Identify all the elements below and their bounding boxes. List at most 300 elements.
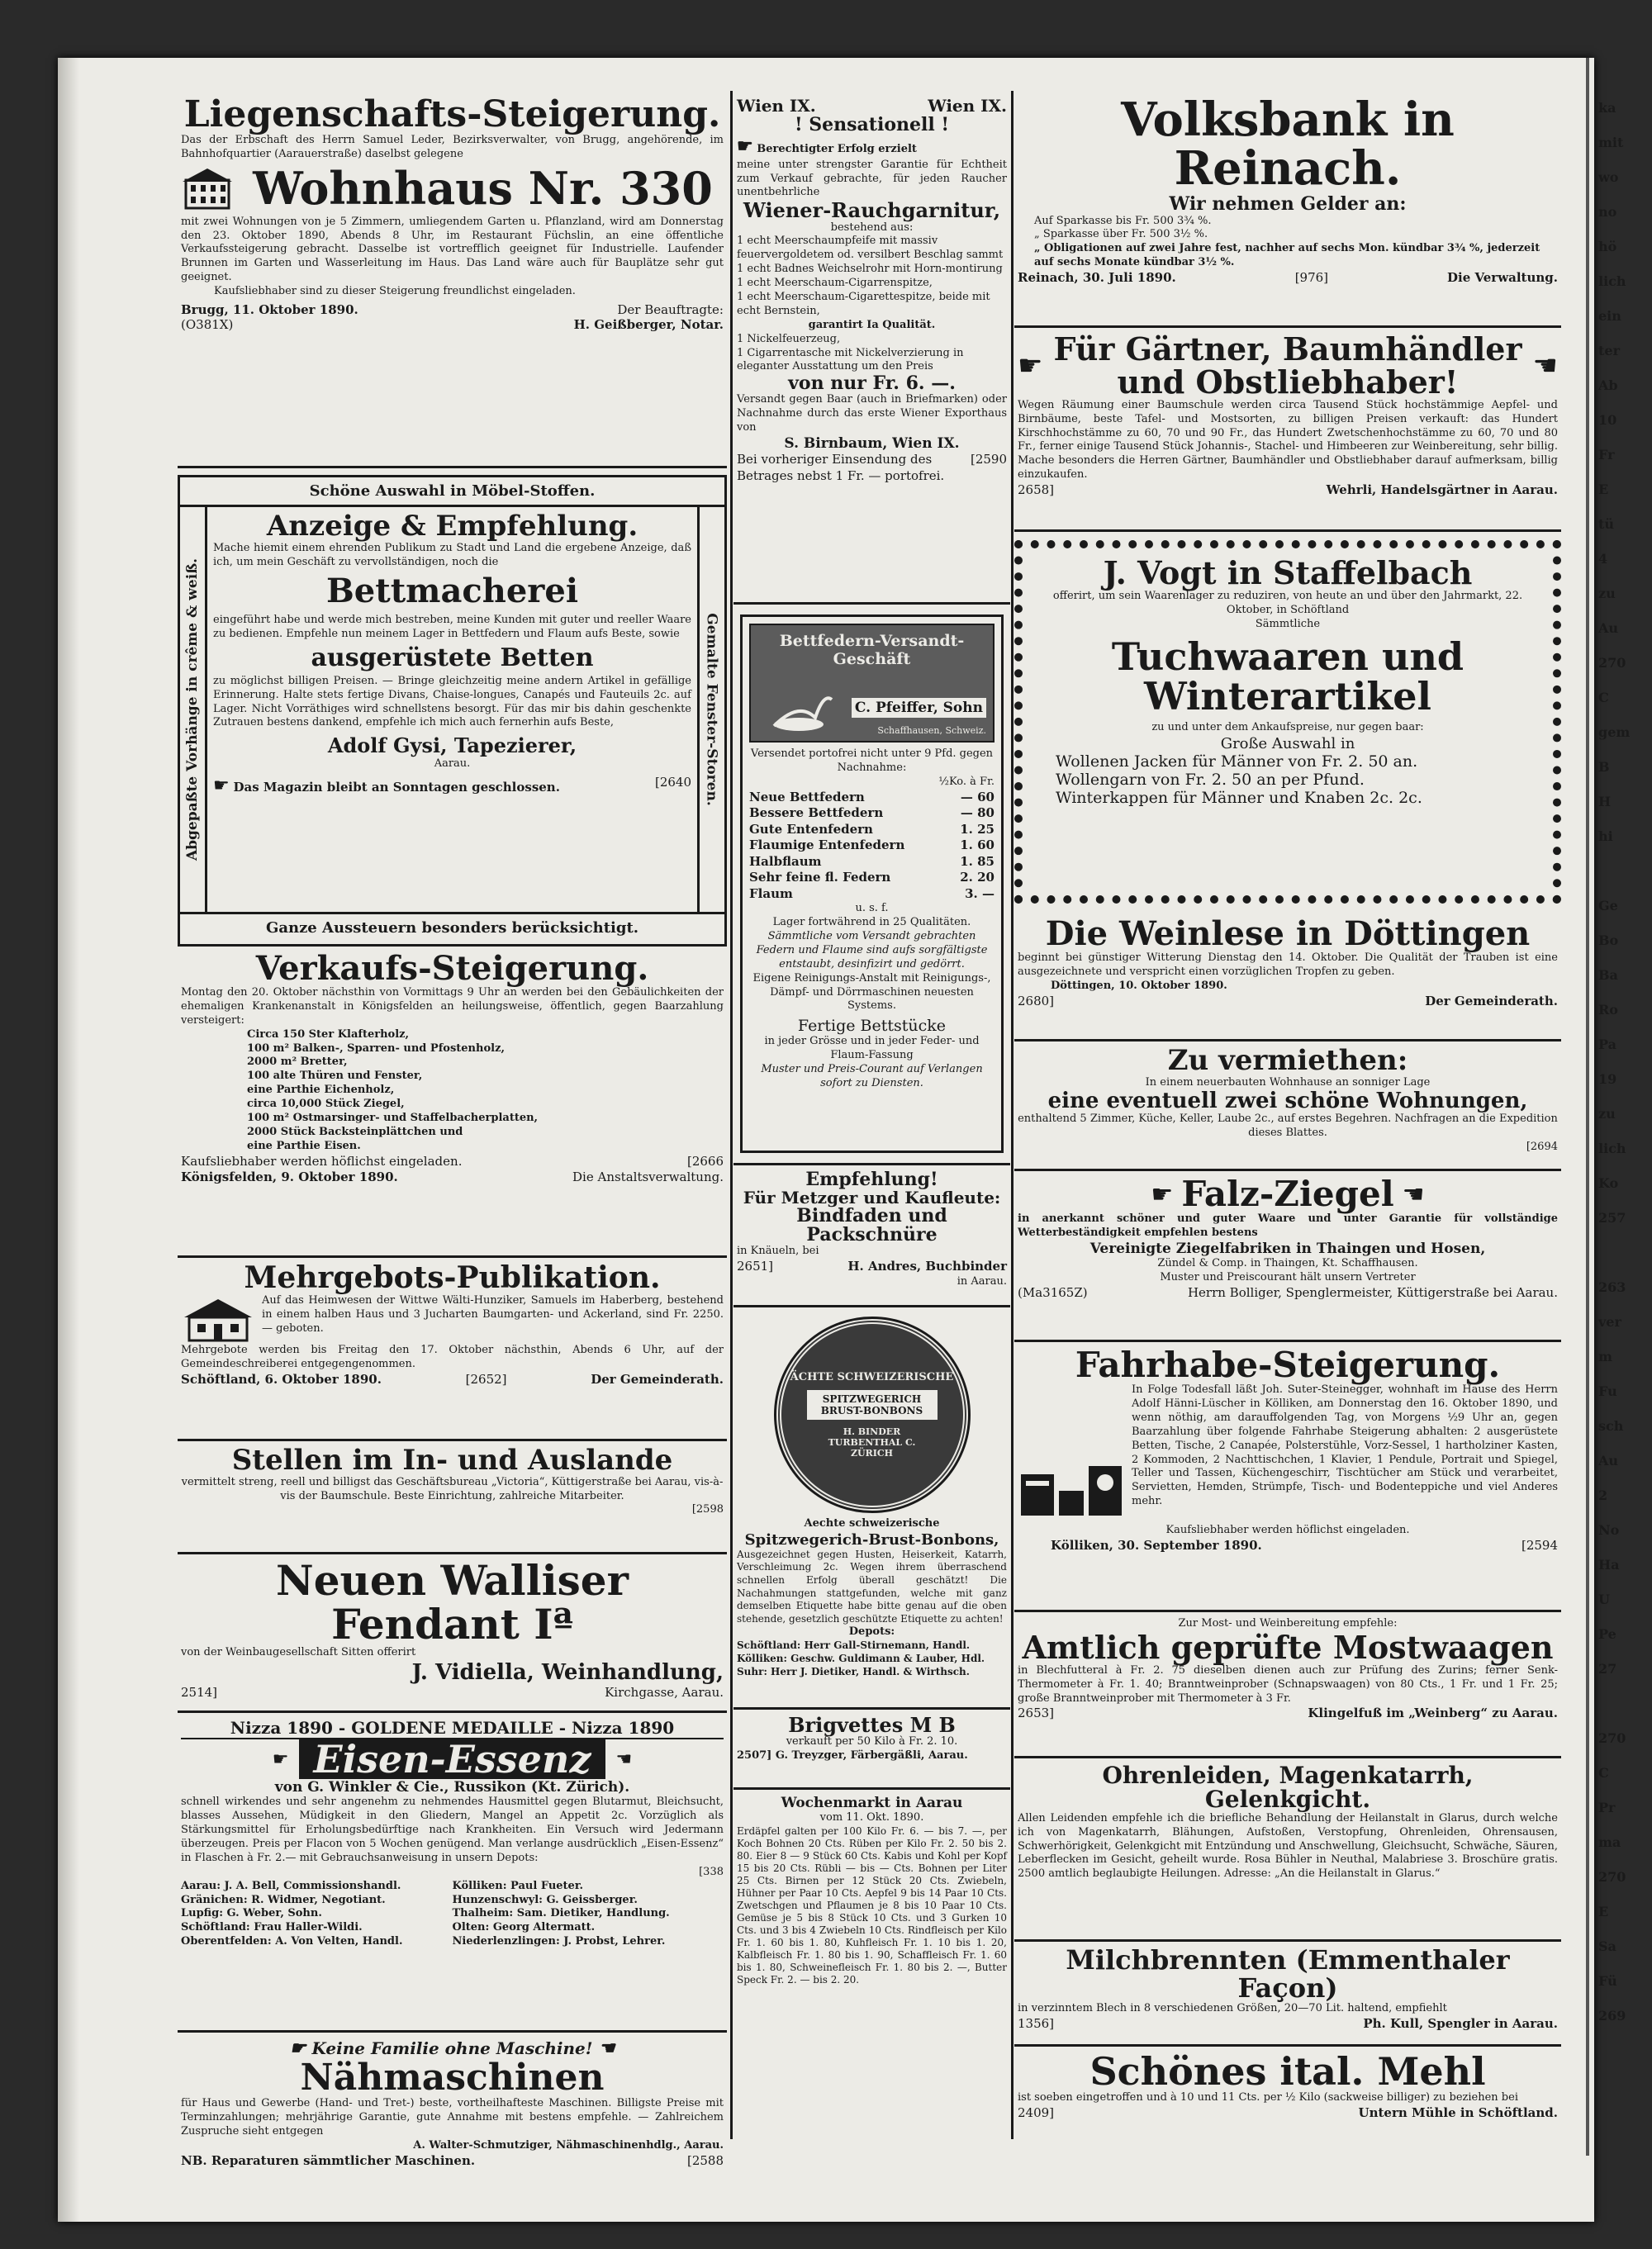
ad-sign-label: Der Beauftragte: [617, 302, 724, 317]
ad-zu-vermiethen [1014, 1041, 1561, 1171]
ad-place: Aarau. [434, 757, 471, 771]
ad-body: verkauft per 50 Kilo à Fr. 2. 10. [786, 1735, 958, 1748]
cutoff-fragment: sch [1598, 1418, 1624, 1434]
ad-code: [2652] [465, 1371, 507, 1387]
ad-code: [2598 [691, 1503, 724, 1516]
ad-body: in verzinntem Blech in 8 verschiedenen Größen, 20—70 Lit. haltend, empfiehlt [1018, 2002, 1447, 2015]
ad-body: für Haus und Gewerbe (Hand- und Tret-) beste, vortheilhafteste Maschinen. Billigste Preise mit Terminzahlungen; mehrjährige Garantie, gute Annahme mit bestens empfehle. — Zahlreichem Zuspruche sieht entgegen [181, 2097, 724, 2137]
pointing-hand-icon: ☛ [737, 135, 753, 158]
item-name: Flaumige Entenfedern [749, 837, 905, 853]
cutoff-fragment: 270 [1598, 655, 1626, 671]
ad-sub: Für Metzger und Kaufleute: [743, 1188, 1001, 1208]
cutoff-fragment: ver [1598, 1314, 1621, 1330]
cutoff-fragment: 257 [1598, 1210, 1626, 1226]
ad-body-2: Mehrgebote werden bis Freitag den 17. Oktober nächsthin, Abends 6 Uhr, auf der Gemeindeschreiberei entgegengenommen. [181, 1343, 724, 1370]
cutoff-fragment: hi [1598, 828, 1613, 844]
ad-sign: Die Anstaltsverwaltung. [572, 1170, 724, 1185]
ad-item: Circa 150 Ster Klafterholz, [247, 1027, 410, 1041]
ad-sub: Sämmtliche [1255, 617, 1321, 630]
ad-code: (O381X) [181, 317, 234, 332]
cutoff-fragment: ka [1598, 100, 1616, 116]
column-3 [1014, 91, 1561, 2166]
ad-gaertner [1014, 328, 1561, 532]
item-price: — 60 [960, 789, 995, 804]
ad-body: in Knäueln, bei [737, 1245, 819, 1258]
ad-sign: Der Gemeinderath. [1425, 993, 1558, 1008]
ad-sign: A. Walter-Schmutziger, Nähmaschinenhdlg., Aarau. [413, 2138, 724, 2152]
ad-code: 2514] [181, 1684, 218, 1700]
cutoff-fragment: ein [1598, 308, 1621, 324]
ad-code: 2409] [1018, 2105, 1055, 2121]
ad-body-2: Kaufsliebhaber werden höflichst eingeladen. [1165, 1524, 1410, 1537]
ad-code: 1356] [1018, 2016, 1055, 2032]
ad-sign: Klingelfuß im „Weinberg“ zu Aarau. [1308, 1706, 1558, 1721]
cutoff-fragment: Au [1598, 1453, 1619, 1468]
ad-line-3: Eigene Reinigungs-Anstalt mit Reinigungs-, Dämpf- und Dörrmaschinen neuesten Systems. [752, 971, 991, 1013]
ad-headline: Wiener-Rauchgarnitur, [743, 198, 1001, 223]
ad-sign: H. Geißberger, Notar. [573, 317, 724, 332]
ad-body: von der Weinbaugesellschaft Sitten offerirt [181, 1646, 416, 1658]
ad-usf: u. s. f. [855, 902, 889, 915]
ad-item: 2000 Stück Backsteinplättchen und [247, 1125, 463, 1138]
ad-sign: Adolf Gysi, Tapezierer, [327, 733, 577, 758]
ad-code: 2653] [1018, 1706, 1055, 1721]
cutoff-fragment: ter [1598, 343, 1620, 358]
cutoff-fragment: gem [1598, 724, 1631, 740]
item-name: Gute Entenfedern [749, 821, 873, 837]
ad-item: 1 Nickelfeuerzeug, [737, 332, 841, 345]
ad-title: Falz-Ziegel [1181, 1174, 1394, 1214]
cutoff-fragment: zu [1598, 586, 1616, 601]
item-name: Neue Bettfedern [749, 789, 865, 804]
rate-item: „ Obligationen auf zwei Jahre fest, nachher auf sechs Mon. kündbar 3¾ %, jederzeit auf sechs Monate kündbar 3½ %. [1034, 242, 1540, 269]
farmhouse-icon [181, 1294, 255, 1344]
ad-item: 1 echt Meerschaum-Cigarettespitze, beide mit echt Bernstein, [737, 291, 990, 317]
ad-code: [2590 [970, 452, 1007, 467]
ad-date: Schöftland, 6. Oktober 1890. [181, 1371, 382, 1387]
ad-banner: Nizza 1890 - GOLDENE MEDAILLE - Nizza 1890 [181, 1718, 724, 1739]
ad-body: eingeführt habe und werde mich bestreben, meine Kunden mit guter und reeller Waare zu bedienen. Empfehle nun meinem Lager in Bettfedern und Flaum aufs Beste, sowie [213, 614, 691, 641]
ad-note: NB. Reparaturen sämmtlicher Maschinen. [181, 2152, 476, 2168]
depot: Aarau: J. A. Bell, Commissionshandl. [181, 1879, 401, 1892]
ad-sub: Zur Most- und Weinbereitung empfehle: [1178, 1617, 1398, 1630]
ad-eisen-essenz [178, 1713, 727, 2033]
ad-body: vermittelt streng, reell und billigst das Geschäftsbureau „Victoria“, Küttigerstraße bei Aarau, vis-à-vis der Baumschule. Beste Einrichtung, zahlreiche Mitarbeiter. [181, 1475, 724, 1502]
ad-body: Wegen Räumung einer Baumschule werden circa Tausend Stück hochstämmige Aepfel- und Birnbäume, beste Tafel- und Mostsorten, zu billigen Preisen verkauft: das Hundert Kirschhochstämme zu 60, 70 und 90 Fr., das Hundert Zwetschenhochstämme zu 60, 70 und 80 Fr., ferner einige Tausend Stück Johannis-, Stachel- und Himbeeren zur Weinbereitung, sehr billig. Mache besonders die Herren Gärtner, Baumhändler und Obstliebhaber darauf aufmerksam, billig einzukaufen. [1018, 398, 1558, 482]
ad-ital-mehl [1014, 2047, 1561, 2166]
ad-liegenschafts-steigerung [178, 91, 727, 468]
ad-title: Empfehlung! [805, 1169, 938, 1190]
ad-title: Wochenmarkt in Aarau [781, 1795, 963, 1811]
item-price: 1. 85 [960, 853, 995, 869]
ad-place: Kirchgasse, Aarau. [605, 1684, 724, 1700]
ad-body-3: Herrn Bolliger, Spenglermeister, Küttigerstraße bei Aarau. [1187, 1284, 1558, 1300]
ad-intro: Montag den 20. Oktober nächsthin von Vormittags 9 Uhr an werden bei den Gebäulichkeiten der ehemaligen Krankenanstalt in Königsfelden an heilungsweise, öffentlich, gegen Baarzahlung versteigert: [181, 986, 724, 1027]
depot: Lupfig: G. Weber, Sohn. [181, 1907, 322, 1920]
pointing-hand-icon: ☚ [1532, 349, 1558, 382]
offer-item: Winterkappen für Männer und Knaben 2c. 2c. [1056, 789, 1422, 808]
ad-headline-2: ausgerüstete Betten [311, 643, 594, 673]
cutoff-fragment: Pa [1598, 1037, 1616, 1052]
cutoff-fragment: Ab [1598, 377, 1618, 393]
ad-title: Fahrhabe-Steigerung. [1075, 1345, 1501, 1385]
cutoff-fragment: Ge [1598, 898, 1618, 913]
column-rule [730, 91, 733, 2139]
ad-place: in Aarau. [957, 1274, 1007, 1288]
ad-intro: Das der Erbschaft des Herrn Samuel Leder, Bezirksverwalter, von Brugg, angehörende, im Bahnhofquartier (Aarauerstraße) daselbst gelegene [181, 134, 724, 161]
ad-body-3: Bei vorheriger Einsendung des Betrages nebst 1 Fr. — portofrei. [737, 452, 945, 483]
depot: Oberentfelden: A. Von Velten, Handl. [181, 1935, 403, 1948]
ad-depots: Schöftland: Herr Gall-Stirnemann, Handl. Kölliken: Geschw. Guldimann & Lauber, Hdl. Suhr: Herr J. Dietiker, Handl. & Wirthsch. [737, 1639, 985, 1677]
cutoff-fragment: B [1598, 759, 1610, 775]
ad-title: Verkaufs-Steigerung. [255, 949, 649, 988]
pointing-hand-icon: ☚ [598, 2038, 615, 2059]
ad-volksbank [1014, 91, 1561, 328]
ad-headline: Wohnhaus Nr. 330 [253, 161, 713, 215]
ad-milchbrennten [1014, 1942, 1561, 2047]
column-1 [178, 91, 727, 2218]
cutoff-fragment: Bo [1598, 932, 1619, 948]
pointing-hand-icon: ☛ [289, 2038, 306, 2059]
ad-sign: 2507] G. Treyzger, Färbergäßli, Aarau. [737, 1749, 968, 1763]
ad-bindfaden [733, 1163, 1010, 1307]
ad-item: 100 m² Balken-, Sparren- und Pfostenholz, [247, 1041, 505, 1055]
ad-title: Zu vermiethen: [1167, 1044, 1408, 1077]
ad-sign-2: Zündel & Comp. in Thaingen, Kt. Schaffhausen. [1157, 1256, 1418, 1269]
item-price: — 80 [960, 805, 995, 821]
rate-item: „ Sparkasse über Fr. 500 3½ %. [1034, 228, 1208, 241]
house-icon [181, 167, 234, 210]
ad-depots-title: Depots: [848, 1625, 895, 1639]
ad-spitzwegerich [733, 1307, 1010, 1710]
cutoff-fragment: E [1598, 1904, 1609, 1919]
rate-item: Auf Sparkasse bis Fr. 500 3¾ %. [1034, 214, 1212, 227]
cutoff-fragment: 4 [1598, 551, 1608, 567]
seal-top: ÄCHTE SCHWEIZERISCHE [790, 1371, 954, 1383]
ad-title: Nähmaschinen [300, 2057, 605, 2099]
ad-code: 2658] [1018, 482, 1055, 498]
cutoff-fragment: C [1598, 1765, 1609, 1781]
ad-bottom-band: Ganze Aussteuern besonders berücksichtigt. [180, 912, 724, 942]
depot: Olten: Georg Altermatt. [452, 1921, 596, 1934]
ad-body: in anerkannt schöner und guter Waare und unter Garantie für vollständige Wetterbeständigkeit empfehlen bestens [1018, 1212, 1558, 1239]
ad-body: Erdäpfel galten per 100 Kilo Fr. 6. — bis 7. —, per Koch Bohnen 20 Cts. Rüben per Kilo Fr. 2. 50 bis 2. 80. Eier 8 — 9 Stück 60 Cts. Kabis und Kohl per Kopf 15 bis 20 Cts. Rübli — bis — Cts. Bohnen per Liter 25 Cts. Birnen per 12 Stück 20 Cts. Zwiebeln, Hühner per Paar 10 Cts. Aepfel 9 bis 14 Paar 10 Cts. Zwetschgen und Pflaumen je 8 bis 10 Paar 10 Cts. Gemüse je 5 bis 8 Stück 10 Cts. und 3 Gurken 10 Cts. und 3 bis 4 Zwiebeln 10 Cts. Rindfleisch per Kilo Fr. 1. 60 bis 1. 80, Kuhfleisch Fr. 1. 10 bis 1. 20, Kalbfleisch Fr. 1. 80 bis 1. 90, Schaffleisch Fr. 1. 60 bis 1. 80, Schweinefleisch Fr. 1. 80 bis 2. —, Butter Speck Fr. 2. — bis 2. 20. [737, 1824, 1007, 1986]
ad-vogt-staffelbach [1014, 540, 1561, 904]
cutoff-fragment: m [1598, 1349, 1612, 1364]
cutoff-fragment: no [1598, 204, 1617, 220]
ad-title: Mehrgebots-Publikation. [244, 1260, 661, 1295]
cutoff-fragment: lich [1598, 273, 1626, 289]
ad-code: [2588 [686, 2152, 724, 2168]
depot: Schöftland: Frau Haller-Wildi. [181, 1921, 363, 1934]
ad-weinlese [1014, 912, 1561, 1041]
cutoff-fragment: Ro [1598, 1002, 1618, 1018]
ad-maker: von G. Winkler & Cie., Russikon (Kt. Zürich). [274, 1779, 630, 1796]
item-name: Halbflaum [749, 853, 822, 869]
ad-title: Ohrenleiden, Magenkatarrh, Gelenkgicht. [1102, 1762, 1474, 1814]
ad-body: ist soeben eingetroffen und à 10 und 11 Cts. per ½ Kilo (sackweise billiger) zu beziehen bei [1018, 2091, 1518, 2104]
ad-title: Amtlich geprüfte Mostwaagen [1022, 1628, 1554, 1666]
ad-code: [2666 [686, 1153, 724, 1169]
ad-fahrhabe-steigerung [1014, 1342, 1561, 1612]
ad-body: schnell wirkendes und sehr angenehm zu nehmendes Hausmittel gegen Blutarmut, Bleichsucht, blasses Aussehen, Müdigkeit in den Gliedern, Mangel an Appetit 2c. Vorzüglich als Stärkungsmittel für Erholungsbedürftige nach Krankheiten. Ein Versuch wird Jedermann überzeugen. Preis per Flacon von 5 Wochen genügend. Man verlange ausdrücklich „Eisen-Essenz“ in Flaschen à Fr. 2.— mit Gebrauchsanweisung in unsern Depots: [181, 1796, 724, 1864]
cutoff-fragment: U [1598, 1592, 1610, 1607]
ad-sub: Berechtigter Erfolg erzielt [757, 143, 917, 156]
cutoff-fragment: Pe [1598, 1626, 1616, 1642]
ad-top: ☛ Keine Familie ohne Maschine! ☚ [289, 2038, 615, 2059]
ad-title: Liegenschafts-Steigerung. [183, 93, 721, 135]
ad-body-2: Muster und Preiscourant hält unsern Vertreter [1160, 1270, 1416, 1283]
ad-date: Kölliken, 30. September 1890. [1051, 1537, 1262, 1553]
ad-title: Schönes ital. Mehl [1089, 2049, 1486, 2094]
ad-body: In Folge Todesfall läßt Joh. Suter-Steinegger, wohnhaft im Hause des Herrn Adolf Hänni-Lüscher in Kölliken, am Donnerstag den 16. Oktober 1890, und wenn nöthig, am darauffolgenden Tag, von Morgens ½9 Uhr an, gegen Baarzahlung über folgende Fahrhabe Steigerung abhalten: 2 ausgerüstete Betten, Tische, 2 Canapée, Polsterstühle, Vorz-Sessel, 1 hartholziner Kasten, 2 Kommoden, 2 Nachttischchen, 1 Klavier, 1 Pendule, Portrait und Spiegel, Teller und Tassen, Küchengeschirr, Tischtücher am Stück und verarbeitet, Servietten, Hemden, Strümpfe, Tisch- und Bodenteppiche und viel Anderes mehr. [1132, 1383, 1558, 1508]
ad-side-left: Abgepaßte Vorhänge in crême & weiß. [180, 507, 207, 912]
ad-sub: Wir nehmen Gelder an: [1169, 192, 1407, 215]
cutoff-fragment: 263 [1598, 1279, 1626, 1295]
ad-headline: Bettmacherei [325, 572, 579, 611]
ad-naehmaschinen [178, 2033, 727, 2218]
pointing-hand-icon: ☛ [1018, 349, 1043, 382]
bettfedern-engraving [749, 624, 995, 743]
ad-body: beginnt bei günstiger Witterung Dienstag den 14. Oktober. Die Qualität der Trauben ist eine ausgezeichnete und verspricht einen vorzüglichen Tropfen zu geben. [1018, 951, 1558, 978]
ad-item: eine Parthie Eisen. [247, 1139, 361, 1152]
ad-mostwaagen [1014, 1612, 1561, 1758]
ad-unit: ½Ko. à Fr. [938, 775, 995, 788]
ad-title: Volksbank in Reinach. [1121, 93, 1455, 196]
ad-code: [2694 [1526, 1140, 1558, 1153]
ad-ohrenleiden [1014, 1758, 1561, 1942]
ad-date: Königsfelden, 9. Oktober 1890. [181, 1170, 398, 1185]
cutoff-fragment: lich [1598, 1141, 1626, 1156]
cutoff-fragment: Ba [1598, 967, 1618, 983]
seal-mid: SPITZWEGERICH BRUST-BONBONS [807, 1390, 938, 1420]
cutoff-fragment [1598, 1687, 1652, 1721]
cutoff-fragment: 270 [1598, 1730, 1626, 1746]
ad-code: [2594 [1521, 1537, 1558, 1553]
cutoff-fragment: 270 [1598, 1869, 1626, 1885]
ad-item: 1 echt Meerschaumpfeife mit massiv feuervergoldetem od. versilbert Beschlag sammt [737, 235, 1004, 262]
ad-brigvettes [733, 1710, 1010, 1790]
column-4-cutoff [1598, 91, 1652, 2033]
ad-body: mit zwei Wohnungen von je 5 Zimmern, umliegendem Garten u. Pflanzland, wird am Donnerstag den 23. Oktober 1890, Abends 8 Uhr, im Restaurant Füchslin, an eine öffentliche Verkaufssteigerung gebracht. Dasselbe ist vortrefflich geeignet für Industrielle. Laufender Brunnen im Garten und Wasserleitung im Haus. Das Land wäre auch für Bauplätze sehr gut geeignet. [181, 215, 724, 284]
ad-item: garantirt Ia Qualität. [808, 318, 936, 331]
cutoff-fragment: 10 [1598, 412, 1617, 428]
ad-line-2: Sämmtliche vom Versandt gebrachten Federn und Flaume sind aufs sorgfältigste entstaubt, desinfizirt und gedörrt. [756, 929, 988, 970]
swan-icon [766, 685, 840, 734]
item-price: 1. 60 [960, 837, 995, 853]
cutoff-fragment: ma [1598, 1834, 1621, 1850]
furniture-icon [1018, 1450, 1125, 1524]
ad-bettmacherei [178, 475, 727, 947]
ad-title: Aechte schweizerische [804, 1517, 940, 1530]
ad-line-4: in jeder Grösse und in jeder Feder- und Flaum-Fassung [764, 1035, 980, 1062]
cutoff-fragment: H [1598, 794, 1612, 809]
cutoff-fragment: Au [1598, 620, 1619, 636]
ad-code: [976] [1294, 270, 1329, 286]
ad-title: Anzeige & Empfehlung. [266, 510, 638, 543]
depot: Kölliken: Paul Fueter. [452, 1879, 584, 1892]
page-spine [58, 58, 79, 2222]
ad-code: [338 [699, 1865, 724, 1878]
cutoff-fragment: wo [1598, 169, 1619, 185]
cutoff-fragment: Ko [1598, 1175, 1619, 1191]
ad-right: Wien IX. [928, 96, 1007, 116]
ad-title: ! Sensationell ! [794, 114, 950, 135]
item-name: Sehr feine fl. Federn [749, 870, 891, 885]
cutoff-fragment: Fu [1598, 1383, 1617, 1399]
ad-sign: J. Vidiella, Weinhandlung, [411, 1659, 724, 1685]
ad-code: 2680] [1018, 993, 1055, 1008]
ad-code: 2651] [737, 1259, 774, 1274]
item-price: 2. 20 [960, 870, 995, 885]
ad-walliser-fendant [178, 1554, 727, 1713]
ad-sign: H. Andres, Buchbinder [847, 1259, 1007, 1274]
ad-sign: Vereinigte Ziegelfabriken in Thaingen und Hosen, [1089, 1240, 1486, 1257]
ad-body: in Blechfutteral à Fr. 2. 75 dieselben dienen auch zur Prüfung des Zurins; ferner Senk-Thermometer à Fr. 1. 40; Branntweinprober (Schnapswaagen) von 80 Cts., 1 Fr. und 1 Fr. 25; große Branntweinprober mit Thermometer à 3 Fr. [1018, 1663, 1558, 1705]
ad-wiener-rauchgarnitur [733, 91, 1010, 605]
ad-item: 1 echt Meerschaum-Cigarrenspitze, [737, 277, 933, 290]
ad-body: meine unter strengster Garantie für Echtheit zum Verkauf gebrachte, für jeden Raucher unentbehrliche [737, 158, 1007, 199]
ad-line-5: Muster und Preis-Courant auf Verlangen sofort zu Diensten. [761, 1063, 983, 1089]
ad-pfeiffer-bettfedern [740, 614, 1004, 1153]
ad-banner-2: Geschäft [833, 650, 911, 668]
ad-headline: Spitzwegerich-Brust-Bonbons, [744, 1530, 999, 1549]
column-2 [733, 91, 1010, 2008]
cutoff-fragment: Ha [1598, 1557, 1620, 1573]
ad-wochenmarkt [733, 1790, 1010, 2008]
ad-sign: Wehrli, Handelsgärtner in Aarau. [1326, 482, 1558, 498]
ad-sign: Die Verwaltung. [1447, 270, 1558, 286]
depot: Gränichen: R. Widmer, Negotiant. [181, 1893, 386, 1906]
cutoff-fragment: zu [1598, 1106, 1616, 1122]
cutoff-fragment: hö [1598, 239, 1617, 254]
ad-item: eine Parthie Eichenholz, [247, 1084, 395, 1097]
ad-sign: Untern Mühle in Schöftland. [1358, 2105, 1558, 2121]
cutoff-fragment: mit [1598, 135, 1624, 150]
ad-sub-2: Große Auswahl in [1220, 735, 1355, 753]
seal-bottom: H. BINDER TURBENTHAL C. ZÜRICH [828, 1426, 916, 1459]
cutoff-fragment: Sa [1598, 1938, 1616, 1954]
ad-headline: eine eventuell zwei schöne Wohnungen, [1047, 1088, 1528, 1113]
cutoff-fragment: 2 [1598, 1487, 1608, 1503]
ad-body-2: Kaufsliebhaber sind zu dieser Steigerung freundlichst eingeladen. [214, 285, 576, 298]
ad-body: In einem neuerbauten Wohnhause an sonniger Lage [1145, 1075, 1431, 1089]
cutoff-fragment: 19 [1598, 1071, 1617, 1087]
ad-intro: Mache hiemit einem ehrenden Publikum zu Stadt und Land die ergebene Anzeige, daß ich, um mein Geschäft zu vervollständigen, noch die [213, 541, 691, 568]
ad-item: 1 Cigarrentasche mit Nickelverzierung in eleganter Ausstattung um den Preis [737, 346, 964, 373]
ad-code: [2640 [654, 775, 691, 790]
ad-item: 100 alte Thüren und Fenster, [247, 1070, 423, 1083]
ad-banner-1: Bettfedern-Versandt- [779, 632, 965, 650]
ad-place: Schaffhausen, Schweiz. [877, 725, 986, 736]
ad-verkaufs-steigerung [178, 947, 727, 1258]
cutoff-fragment: tü [1598, 516, 1615, 532]
ad-title: Stellen im In- und Auslande [231, 1444, 673, 1477]
ad-sub: vom 11. Okt. 1890. [819, 1811, 924, 1824]
ad-body: Ausgezeichnet gegen Husten, Heiserkeit, Katarrh, Verschleimung 2c. Wegen ihrem überraschend schnellen Erfolg überall geschätzt! Die Nachahmungen stattgefunden, welche mit ganz demselben Etiquette habe bitte genau auf die oben stehende, gesetzlich geschützte Etiquette zu achten! [737, 1548, 1007, 1625]
cutoff-fragment: E [1598, 482, 1609, 497]
cutoff-fragment [1598, 854, 1652, 889]
ad-stellen [178, 1441, 727, 1554]
ad-body-2: Versandt gegen Baar (auch in Briefmarken) oder Nachnahme durch das erste Wiener Exporthaus von [737, 393, 1007, 434]
ad-note: Das Magazin bleibt an Sonntagen geschlossen. [233, 780, 560, 795]
depot: Hunzenschwyl: G. Geissberger. [452, 1893, 638, 1906]
ad-date: Döttingen, 10. Oktober 1890. [1051, 979, 1227, 992]
depot: Thalheim: Sam. Dietiker, Handlung. [452, 1907, 670, 1920]
cutoff-fragment: 27 [1598, 1661, 1617, 1677]
ad-title: J. Vogt in Staffelbach [1103, 554, 1473, 591]
ad-headline: Tuchwaaren und Winterartikel [1111, 633, 1464, 719]
cutoff-fragment [1598, 1236, 1652, 1270]
ad-body: Auf das Heimwesen der Wittwe Wälti-Hunziker, Samuels im Haberberg, bestehend in einem halben Haus und 3 Jucharten Baumgarten- und Ackerland, sind Fr. 2250. — geboten. [262, 1293, 724, 1335]
ad-body: Allen Leidenden empfehle ich die briefliche Behandlung der Heilanstalt in Glarus, durch welche ich von Magenkatarrh, Blähungen, Aufstoßen, Verstopfung, Ohrenleiden, Ohrensausen, Schwerhörigkeit, Gelenkgicht mit Entzündung und Anschwellung, Gleichsucht, Schwäche, Säuren, Leberflecken im Gesicht, geheilt wurde. Rosa Bühler in Neuthal, Malabriese 3. Broschüre gratis. 2500 amtlich beglaubigte Heilungen. Adresse: „An die Heilanstalt in Glarus.“ [1018, 1811, 1558, 1881]
cutoff-fragment: No [1598, 1522, 1620, 1538]
ad-note: Versendet portofrei nicht unter 9 Pfd. gegen Nachnahme: [750, 747, 994, 774]
ad-item: circa 10,000 Stück Ziegel, [247, 1098, 405, 1111]
ad-title: Neuen Walliser Fendant Iª [276, 1556, 629, 1649]
ad-item: 1 echt Badnes Weichselrohr mit Horn-montirung [737, 263, 1003, 276]
ad-title: Eisen-Essenz [299, 1739, 606, 1779]
item-name: Flaum [749, 885, 793, 901]
ad-top-band: Schöne Auswahl in Möbel-Stoffen. [180, 477, 724, 507]
cutoff-fragment: 269 [1598, 2008, 1626, 2024]
ad-body-2: zu und unter dem Ankaufspreise, nur gegen baar: [1151, 721, 1424, 734]
item-price: 3. — [965, 885, 995, 901]
ad-item: 2000 m² Bretter, [247, 1056, 348, 1069]
ad-left: Wien IX. [737, 96, 816, 116]
cutoff-fragment: Fü [1598, 1973, 1617, 1989]
pointing-hand-icon: ☚ [615, 1748, 633, 1770]
column-rule [1011, 91, 1014, 2139]
item-price: 1. 25 [960, 821, 995, 837]
pointing-hand-icon: ☛ [213, 776, 230, 797]
offer-item: Wollenen Jacken für Männer von Fr. 2. 50 an. [1056, 752, 1418, 771]
offer-item: Wollengarn von Fr. 2. 50 an per Pfund. [1056, 771, 1365, 790]
cutoff-fragment: C [1598, 690, 1609, 705]
ad-item: 100 m² Ostmarsinger- und Staffelbacherplatten, [247, 1112, 539, 1125]
ad-title: Für Gärtner, Baumhändler und Obstliebhaber! [1053, 330, 1522, 401]
ad-body-2: Kaufsliebhaber werden höflichst eingeladen. [181, 1153, 463, 1169]
ad-headline: Fertige Bettstücke [797, 1017, 947, 1036]
ad-code: (Ma3165Z) [1018, 1284, 1088, 1300]
depot: Niederlenzlingen: J. Probst, Lehrer. [452, 1935, 666, 1948]
ad-body: offerirt, um sein Waarenlager zu reduziren, von heute an und über den Jahrmarkt, 22. Oktober, in Schöftland [1052, 589, 1523, 616]
ad-mehrgebots-publikation [178, 1258, 727, 1441]
ad-falz-ziegel [1014, 1171, 1561, 1342]
ad-company: C. Pfeiffer, Sohn [852, 698, 986, 718]
page-edge [1586, 58, 1589, 2156]
ad-body-2: zu möglichst billigen Preisen. — Bringe gleichzeitig meine andern Artikel in gefällige Erinnerung. Halte stets fertige Divans, Chaise-longues, Canapés und Fauteuils 2c. auf Lager. Nicht Vorräthiges wird schnellstens besorgt. Für das mir bis dahin geschenkte Zutrauen bestens dankend, empfehle ich mich auch fernerhin aufs Beste, [213, 674, 691, 729]
ad-sign: S. Birnbaum, Wien IX. [784, 435, 960, 453]
ad-title: Brigvettes M B [788, 1713, 956, 1737]
pointing-hand-icon: ☛ [272, 1748, 289, 1770]
ad-side-right: Gemalte Fenster-Storen. [697, 507, 724, 912]
cutoff-fragment: Fr [1598, 447, 1615, 463]
ad-body-2: enthaltend 5 Zimmer, Küche, Keller, Laube 2c., auf erstes Begehren. Nachfragen an die Expedition dieses Blattes. [1018, 1112, 1558, 1139]
ad-sub-2: bestehend aus: [830, 221, 914, 234]
cutoff-fragment: Pr [1598, 1800, 1616, 1815]
bonbon-seal [776, 1319, 968, 1511]
ad-line-1: Lager fortwährend in 25 Qualitäten. [772, 916, 971, 929]
ad-sign: Der Gemeinderath. [591, 1371, 724, 1387]
item-name: Bessere Bettfedern [749, 805, 884, 821]
ad-title: Milchbrennten (Emmenthaler Façon) [1066, 1944, 1510, 2004]
ad-date: Brugg, 11. Oktober 1890. [181, 302, 358, 317]
ad-date: Reinach, 30. Juli 1890. [1018, 270, 1176, 286]
ad-headline: Bindfaden und Packschnüre [796, 1205, 947, 1246]
ad-title: Die Weinlese in Döttingen [1045, 914, 1531, 953]
ad-sign: Ph. Kull, Spengler in Aarau. [1363, 2016, 1558, 2032]
